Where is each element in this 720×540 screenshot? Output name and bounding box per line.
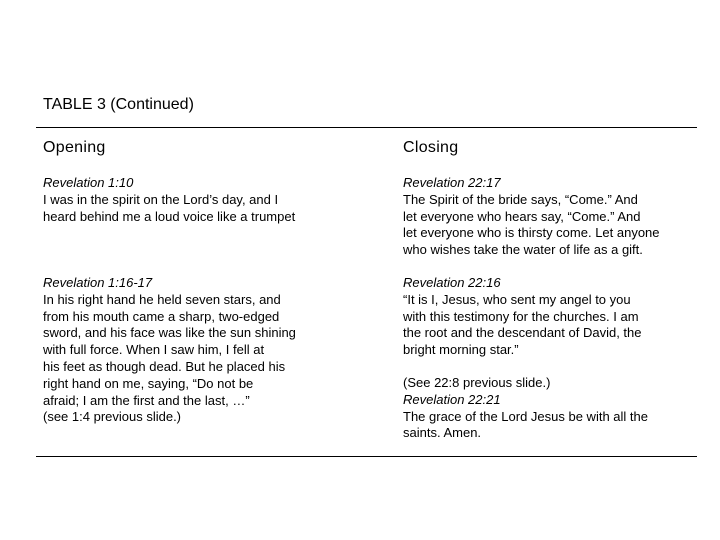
table-top-rule bbox=[36, 127, 697, 128]
verse-text-line: The grace of the Lord Jesus be with all the bbox=[403, 408, 648, 424]
verse-reference: Revelation 22:21 bbox=[403, 391, 501, 407]
opening-entry bbox=[43, 275, 363, 426]
table-bottom-rule bbox=[36, 456, 697, 457]
verse-text-line: the root and the descendant of David, the bbox=[403, 325, 642, 341]
cross-reference-note: (See 22:8 previous slide.) bbox=[403, 375, 551, 390]
verse-text-line: saints. Amen. bbox=[403, 425, 482, 441]
verse-text-line: In his right hand he held seven stars, and bbox=[43, 291, 281, 307]
verse-text-line: The Spirit of the bride says, “Come.” And bbox=[403, 191, 638, 207]
verse-text-line: afraid; I am the first and the last, …” bbox=[43, 392, 250, 408]
verse-text-line: “It is I, Jesus, who sent my angel to you bbox=[403, 291, 631, 307]
verse-text-line: heard behind me a loud voice like a trumpet bbox=[43, 208, 296, 224]
table-title: TABLE 3 (Continued) bbox=[43, 96, 194, 113]
verse-text-line: I was in the spirit on the Lord’s day, and I bbox=[43, 191, 279, 207]
verse-text-line: with this testimony for the churches. I am bbox=[403, 308, 639, 324]
verse-reference: Revelation 1:10 bbox=[43, 175, 134, 190]
verse-text-line: right hand on me, saying, “Do not be bbox=[43, 375, 254, 391]
closing-entry bbox=[403, 275, 703, 359]
verse-reference: Revelation 22:16 bbox=[403, 275, 501, 290]
verse-text-line: his feet as though dead. But he placed his bbox=[43, 358, 286, 374]
opening-entry bbox=[43, 175, 363, 225]
verse-reference: Revelation 1:16-17 bbox=[43, 275, 153, 290]
verse-text-line: bright morning star.” bbox=[403, 342, 519, 358]
closing-entry bbox=[403, 375, 703, 442]
verse-text-line: with full force. When I saw him, I fell at bbox=[43, 342, 265, 358]
closing-column-header: Closing bbox=[403, 139, 459, 156]
verse-text-line: sword, and his face was like the sun shining bbox=[43, 325, 296, 341]
opening-column-header: Opening bbox=[43, 139, 106, 156]
verse-text-line: who wishes take the water of life as a gift. bbox=[403, 242, 643, 258]
verse-text-line: (see 1:4 previous slide.) bbox=[43, 409, 182, 425]
verse-text-line: let everyone who is thirsty come. Let anyone bbox=[403, 225, 660, 241]
closing-entry bbox=[403, 175, 703, 259]
verse-reference: Revelation 22:17 bbox=[403, 175, 501, 190]
verse-text-line: from his mouth came a sharp, two-edged bbox=[43, 308, 280, 324]
verse-text-line: let everyone who hears say, “Come.” And bbox=[403, 208, 641, 224]
